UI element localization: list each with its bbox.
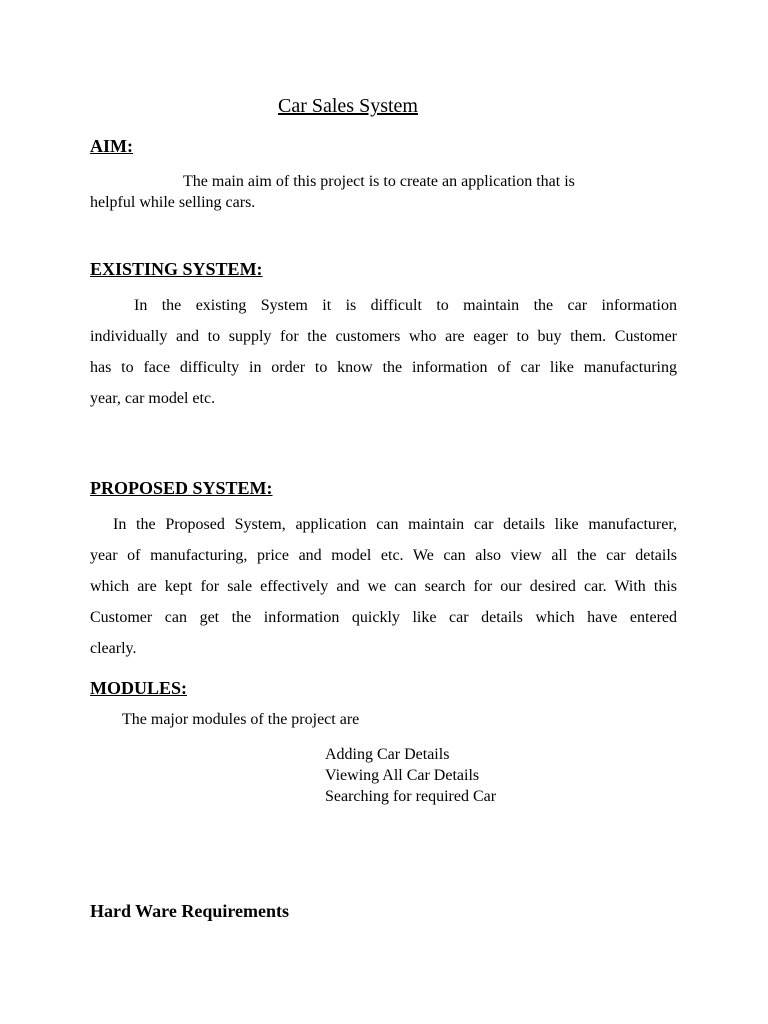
proposed-system-line: Customer can get the information quickly like car details which have entered [90, 609, 677, 626]
existing-system-line: has to face difficulty in order to know the information of car like manufacturing [90, 359, 677, 376]
proposed-system-line: clearly. [90, 640, 137, 657]
proposed-system-line: year of manufacturing, price and model etc. We can also view all the car details [90, 547, 677, 564]
modules-list [325, 744, 496, 807]
proposed-system-heading: PROPOSED SYSTEM: [90, 478, 273, 498]
aim-paragraph [90, 171, 575, 213]
existing-system-paragraph [90, 290, 677, 414]
aim-line-1: The main aim of this project is to create an application that is [183, 173, 575, 190]
page-title: Car Sales System [278, 95, 418, 117]
existing-system-line: year, car model etc. [90, 390, 216, 407]
proposed-system-line: In the Proposed System, application can maintain car details like manufacturer, [113, 516, 677, 533]
existing-system-heading: EXISTING SYSTEM: [90, 259, 263, 279]
proposed-system-paragraph [90, 509, 677, 664]
aim-line-2: helpful while selling cars. [90, 194, 256, 211]
existing-system-line: In the existing System it is difficult to maintain the car information [134, 297, 677, 314]
hardware-requirements-heading: Hard Ware Requirements [90, 901, 289, 921]
proposed-system-line: which are kept for sale effectively and we can search for our desired car. With this [90, 578, 677, 595]
module-item: Adding Car Details [325, 746, 450, 763]
modules-heading: MODULES: [90, 678, 188, 698]
modules-intro: The major modules of the project are [122, 711, 360, 728]
aim-heading: AIM: [90, 136, 133, 156]
module-item: Searching for required Car [325, 788, 497, 805]
existing-system-line: individually and to supply for the customers who are eager to buy them. Customer [90, 328, 677, 345]
module-item: Viewing All Car Details [325, 767, 480, 784]
